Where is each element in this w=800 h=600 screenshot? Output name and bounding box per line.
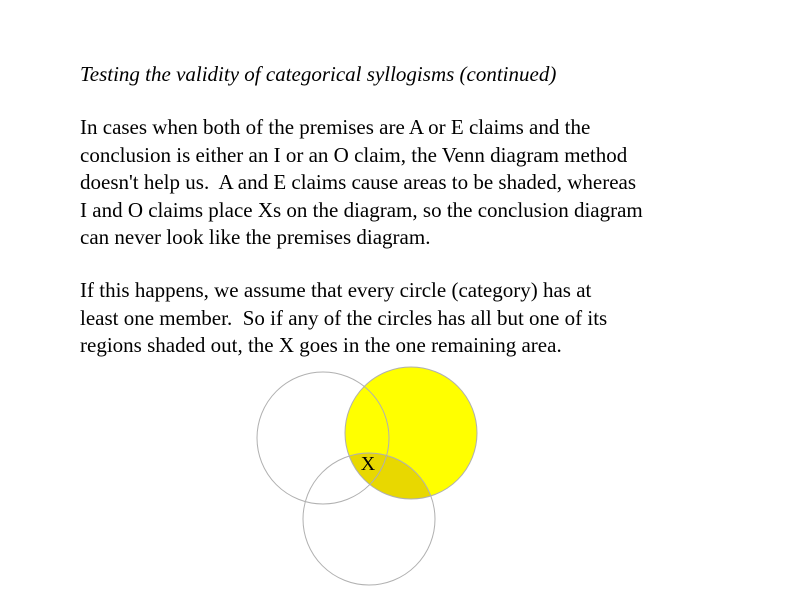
venn-diagram xyxy=(240,360,500,600)
paragraph-premises-explanation xyxy=(80,114,780,252)
paragraph-line: doesn't help us. A and E claims cause areas to be shaded, whereas xyxy=(80,170,637,194)
x-marker: X xyxy=(360,453,376,475)
paragraph-line: I and O claims place Xs on the diagram, so the conclusion diagram xyxy=(80,197,643,222)
paragraph-line: In cases when both of the premises are A or E claims and the xyxy=(80,115,591,139)
paragraph-line: conclusion is either an I or an O claim, the Venn diagram method xyxy=(80,142,628,167)
paragraph-line: regions shaded out, the X goes in the one remaining area. xyxy=(80,333,562,357)
slide-title: Testing the validity of categorical syllogisms (continued) xyxy=(80,62,557,86)
paragraph-line: can never look like the premises diagram. xyxy=(80,225,431,249)
paragraph-line: If this happens, we assume that every circle (category) has at xyxy=(80,278,592,302)
paragraph-existence-assumption xyxy=(80,277,780,360)
paragraph-line: least one member. So if any of the circles has all but one of its xyxy=(80,305,608,330)
